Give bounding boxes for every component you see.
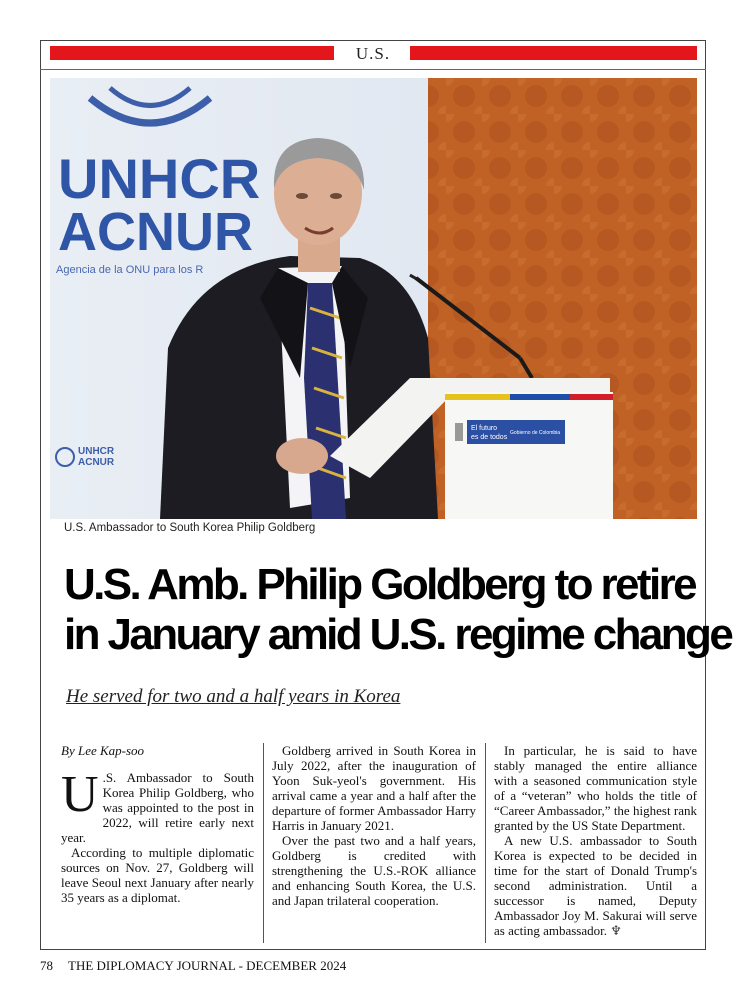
podium-sign-line3: Gobierno de Colombia (510, 430, 561, 436)
section-bar-right (410, 46, 697, 60)
page-footer (40, 958, 346, 974)
article-paragraph-4: Over the past two and a half years, Goldberg is credited with strengthening the U.S.-ROK alliance and enhancing South Korea, the U.S. and Japan trilateral cooperation. (272, 833, 476, 908)
article-paragraph-3: Goldberg arrived in South Korea in July 2022, after the inauguration of Yoon Suk-yeol's government. His arrival came a year and a half after the departure of former Ambassador Harry Harris in January 2021. (272, 743, 476, 833)
article-column-2 (272, 743, 476, 908)
article-column-3 (494, 743, 697, 938)
podium-sign-line2: es de todos (471, 434, 508, 441)
photo-caption: U.S. Ambassador to South Korea Philip Goldberg (64, 522, 316, 534)
headline-line-1: U.S. Amb. Philip Goldberg to retire (64, 560, 695, 609)
publication-name: THE DIPLOMACY JOURNAL - DECEMBER 2024 (68, 958, 347, 973)
article-paragraph-5: In particular, he is said to have stably managed the entire alliance with a seasoned communication style of a “veteran” who holds the title of “Career Ambassador,” the highest rank granted by the US State Department. (494, 743, 697, 833)
column-divider-1 (263, 743, 264, 943)
article-paragraph-6: A new U.S. ambassador to South Korea is expected to be decided in time for the start of Donald Trump's second administration. Until a successor is named, Deputy Ambassador Joy M. Sakurai will serve as acting ambassador. ♆ (494, 833, 697, 938)
page-number: 78 (40, 958, 53, 973)
unhcr-logo-text: UNHCR (58, 147, 261, 210)
article-subheadline: He served for two and a half years in Korea (66, 686, 401, 707)
section-bar-left (50, 46, 334, 60)
article-paragraph-2: According to multiple diplomatic sources on Nov. 27, Goldberg will leave Seoul next January after nearly 35 years as a diplomat. (61, 845, 254, 905)
unhcr-small-logo: UNHCR (78, 446, 115, 457)
banner-tagline: Agencia de la ONU para los R (56, 264, 204, 276)
colombia-crest-icon (455, 423, 463, 441)
acnur-small-logo: ACNUR (78, 457, 115, 468)
header-rule (40, 69, 706, 70)
acnur-logo-text: ACNUR (58, 202, 253, 262)
headline-line-2: in January amid U.S. regime change (64, 610, 732, 659)
podium-sign-line1: El futuro (471, 425, 498, 432)
article-photo (50, 78, 697, 519)
byline: By Lee Kap-soo (61, 743, 145, 758)
article-headline (64, 560, 732, 660)
article-column-1 (61, 743, 254, 905)
section-label: U.S. (355, 44, 391, 63)
drop-cap: U (61, 766, 99, 823)
end-mark-icon: ♆ (610, 923, 622, 938)
article-paragraph-1: U .S. Ambassador to South Korea Philip Goldberg, who was appointed to the post in 2022, will retire early next year. (61, 766, 254, 845)
column-divider-2 (485, 743, 486, 943)
